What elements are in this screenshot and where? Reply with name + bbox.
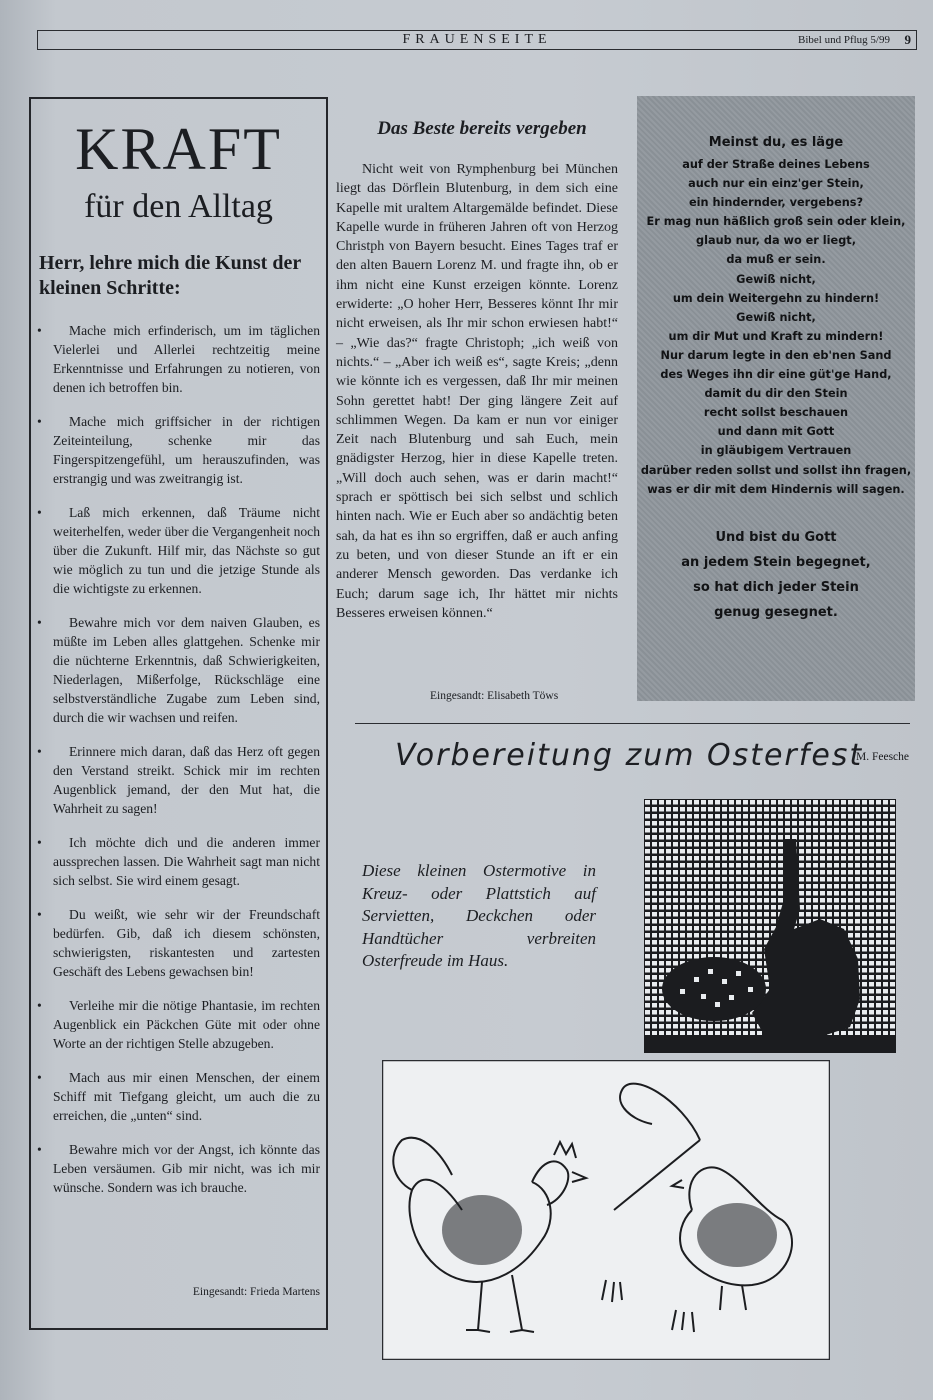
poem-line: recht sollst beschauen [703, 406, 849, 420]
poem-line: Nur darum legte in den eb'nen Sand [660, 348, 892, 362]
poem-line: damit du dir den Stein [704, 387, 848, 401]
poem-line: ein hindernder, vergebens? [688, 196, 864, 210]
easter-title: Vorbereitung zum Osterfest [395, 738, 864, 773]
list-item: • Laß mich erkennen, daß Träume nicht weiterhelfen, weder über die Vergangenheit noch über die Zukunft. Hilf mir, das Nächste so gut wie möglich zu tun und die jetzige Stunde als die wichtigste zu erkennen. [37, 503, 320, 598]
poem-line: auch nur ein einz'ger Stein, [688, 177, 864, 191]
easter-caption: Diese kleinen Ostermotive in Kreuz- oder Plattstich auf Servietten, Deckchen oder Handtücher verbreiten Osterfreude im Haus. [362, 861, 596, 970]
list-item: • Ich möchte dich und die anderen immer aussprechen lassen. Die Wahrheit sagt man nicht sich selbst. Sie wird einem gesagt. [37, 833, 320, 890]
kraft-prayer-list [37, 321, 320, 1212]
poem-line: und dann mit Gott [717, 425, 835, 439]
story-sender: Eingesandt: Elisabeth Töws [430, 690, 559, 702]
list-item: • Mach aus mir einen Menschen, der einem Schiff mit Tiefgang gleicht, um auch die zu erreichen, die „unten“ sind. [37, 1068, 320, 1125]
poem-line: um dein Weitergehn zu hindern! [672, 291, 880, 305]
poem-line: genug gesegnet. [714, 604, 838, 620]
poem-line: was er dir mit dem Hindernis will sagen. [647, 482, 905, 496]
poem-author: M. Feesche [855, 751, 909, 763]
poem-panel [637, 96, 915, 763]
list-item: • Du weißt, wie sehr wir der Freundschaft bedürfen. Gib, daß ich diesem schönsten, schwierigsten, riskantesten und zartesten Geschäft des Lebens gewachsen bin! [37, 905, 320, 981]
poem-line: Gewiß nicht, [736, 310, 816, 324]
list-item: • Mache mich griffsicher in der richtigen Zeiteinteilung, schenke mir das Fingerspitzengefühl, um herauszufinden, was erstrangig und was zweitrangig ist. [37, 412, 320, 488]
rooster-and-hen-illustration [382, 1060, 830, 1360]
kraft-article-box [29, 97, 328, 1330]
poem-line: darüber reden sollst und sollst ihn fragen, [640, 463, 912, 477]
list-item: • Erinnere mich daran, daß das Herz oft gegen den Verstand streikt. Schick mir im rechten Augenblick jemand, der den Mut hat, die Wahrheit zu sagen! [37, 742, 320, 818]
poem-line: in gläubigem Vertrauen [700, 444, 852, 458]
list-item: • Bewahre mich vor der Angst, ich könnte das Leben versäumen. Gib mir nicht, was ich mir wünsche. Sondern was ich brauche. [37, 1140, 320, 1197]
list-item: • Bewahre mich vor dem naiven Glauben, es müßte im Leben alles glattgehen. Schenke mir die nüchterne Erkenntnis, daß Schwierigkeiten, Niederlagen, Mißerfolge, Rückschläge eine selbstverständliche Zugabe zum Leben sind, durch die wir wachsen und reifen. [37, 613, 320, 727]
list-item: • Mache mich erfinderisch, um im täglichen Vielerlei und Allerlei rechtzeitig meine Erkenntnisse und Erfahrungen zu notieren, von denen ich betroffen bin. [37, 321, 320, 397]
poem-line: Er mag nun häßlich groß sein oder klein, [646, 215, 906, 229]
poem-line: Gewiß nicht, [736, 272, 816, 286]
poem-line: Und bist du Gott [715, 529, 837, 545]
page-header [37, 30, 917, 50]
poem-text [637, 130, 915, 625]
poem-line: auf der Straße deines Lebens [682, 158, 870, 171]
section-divider [355, 723, 910, 724]
poem-line: des Weges ihn dir eine güt'ge Hand, [660, 368, 892, 382]
cross-stitch-bunny-pattern [644, 799, 896, 1053]
kraft-title: KRAFT [75, 116, 282, 182]
kraft-sender: Eingesandt: Frieda Martens [192, 1286, 320, 1298]
poem-spacer [637, 499, 915, 525]
poem-line: um dir Mut und Kraft zu mindern! [668, 329, 884, 343]
poem-line: glaub nur, da wo er liegt, [696, 234, 856, 248]
section-title: FRAUENSEITE [402, 32, 552, 47]
kraft-heading: Herr, lehre mich die Kunst der kleinen Schritte: [39, 252, 301, 299]
kraft-subtitle: für den Alltag [84, 188, 273, 225]
issue-label: Bibel und Pflug 5/99 [798, 34, 890, 46]
page-number: 9 [904, 32, 911, 47]
poem-line: da muß er sein. [726, 253, 826, 267]
list-item: • Verleihe mir die nötige Phantasie, im rechten Augenblick ein Päckchen Güte mit oder ohne Worte an der richtigen Stelle abzugeben. [37, 996, 320, 1053]
poem-line: an jedem Stein begegnet, [681, 554, 871, 570]
story-title: Das Beste bereits vergeben [377, 118, 587, 139]
poem-line: Meinst du, es läge [708, 135, 844, 150]
story-body: Nicht weit von Rymphenburg bei München liegt das Dörflein Blutenburg, in dem sich eine Kapelle mit uraltem Altargemälde befindet. Diese Kapelle wurde in früheren Jahren oft von Herzog Christph von Bayern besucht. Eines Tages traf er den alten Bauern Lorenz M. und fragte ihn, ob er ihm nicht eine Kunst erzeigen könnte. Lorenz erwiderte: „O hoher Herr, Besseres könnt Ihr mir nicht erweisen, als Ihr mir schon erwiesen habt!“ – „Wie das?“ fragte Christoph; „ich weiß von nichts.“ – „Aber ich weiß es“, sagte Kreis; „denn wie könnte ich es vergessen, daß Ihr mir meinen Sohn gerettet habt! Der ging längere Zeit auf schlimmen Wegen. Da kam er nun vor einiger Zeit nach Blutenburg und sah Euch, mein gnädigster Herzog, hier in diese Kapelle treten. „Will doch auch sehen, was er darin macht!“ sprach er spöttisch bei sich selbst und schlich hinten nach. Wie er Euch aber so andächtig beten sah, da hat es ihn so ergriffen, daß er auch anfing zu beten, und von dieser Stunde an ift er ein anderer Mensch geworden. Das verdanke ich Euch; darum sage ich, Ihr hättet mir nichts Besseres erweisen können.“ [336, 162, 618, 621]
poem-line: so hat dich jeder Stein [693, 579, 859, 595]
